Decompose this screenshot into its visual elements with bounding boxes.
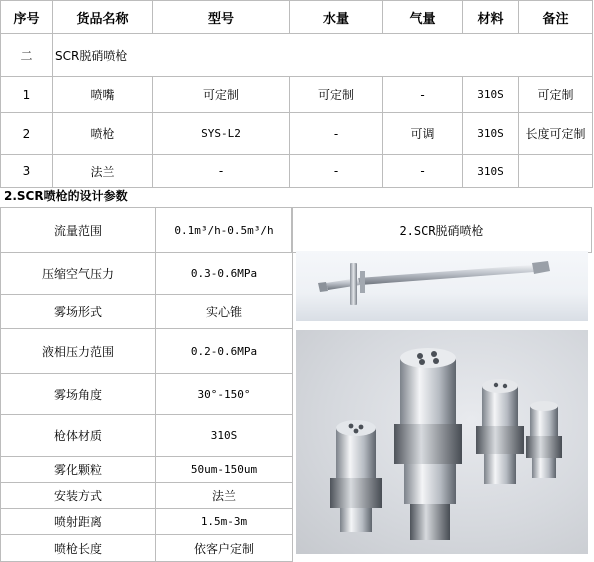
param-row bbox=[1, 374, 293, 415]
param-row bbox=[1, 208, 293, 253]
cell-material: 310S bbox=[463, 155, 519, 188]
param-value: 30°-150° bbox=[156, 374, 293, 415]
section-row bbox=[1, 34, 593, 77]
cell-model: SYS-L2 bbox=[153, 113, 290, 155]
param-label: 流量范围 bbox=[1, 208, 156, 253]
cell-name: 喷枪 bbox=[53, 113, 153, 155]
product-label: 2.SCR脱硝喷枪 bbox=[292, 208, 592, 253]
param-row bbox=[1, 535, 293, 562]
nozzles-drawing bbox=[296, 330, 588, 554]
param-row bbox=[1, 509, 293, 535]
param-label: 液相压力范围 bbox=[1, 329, 156, 374]
param-row bbox=[1, 329, 293, 374]
cell-no: 3 bbox=[1, 155, 53, 188]
cell-no: 1 bbox=[1, 77, 53, 113]
header-note: 备注 bbox=[519, 1, 593, 34]
section-title: 2.SCR喷枪的设计参数 bbox=[4, 189, 128, 203]
cell-water: - bbox=[290, 113, 383, 155]
param-value: 310S bbox=[156, 415, 293, 457]
table-row bbox=[1, 113, 593, 155]
table-row bbox=[1, 155, 593, 188]
product-label-table bbox=[291, 207, 592, 253]
param-label: 雾化颗粒 bbox=[1, 457, 156, 483]
param-value: 实心锥 bbox=[156, 295, 293, 329]
header-name: 货品名称 bbox=[53, 1, 153, 34]
header-material: 材料 bbox=[463, 1, 519, 34]
cell-model: - bbox=[153, 155, 290, 188]
header-no: 序号 bbox=[1, 1, 53, 34]
param-label: 喷枪长度 bbox=[1, 535, 156, 562]
cell-note bbox=[519, 155, 593, 188]
param-label: 喷射距离 bbox=[1, 509, 156, 535]
cell-material: 310S bbox=[463, 113, 519, 155]
cell-name: 法兰 bbox=[53, 155, 153, 188]
header-air: 气量 bbox=[383, 1, 463, 34]
lance-drawing bbox=[296, 251, 588, 321]
cell-air: - bbox=[383, 77, 463, 113]
spray-nozzles-photo bbox=[296, 330, 588, 554]
cell-water: - bbox=[290, 155, 383, 188]
param-value: 0.2-0.6MPa bbox=[156, 329, 293, 374]
cell-water: 可定制 bbox=[290, 77, 383, 113]
cell-note: 长度可定制 bbox=[519, 113, 593, 155]
cell-material: 310S bbox=[463, 77, 519, 113]
cell-name: 喷嘴 bbox=[53, 77, 153, 113]
cell-air: 可调 bbox=[383, 113, 463, 155]
cell-model: 可定制 bbox=[153, 77, 290, 113]
param-row bbox=[1, 457, 293, 483]
section-number: 二 bbox=[1, 34, 53, 77]
param-row bbox=[1, 253, 293, 295]
param-label: 压缩空气压力 bbox=[1, 253, 156, 295]
param-label: 枪体材质 bbox=[1, 415, 156, 457]
param-label: 安装方式 bbox=[1, 483, 156, 509]
param-label: 雾场形式 bbox=[1, 295, 156, 329]
params-table bbox=[0, 207, 293, 562]
param-value: 依客户定制 bbox=[156, 535, 293, 562]
param-row bbox=[1, 483, 293, 509]
header-water: 水量 bbox=[290, 1, 383, 34]
header-model: 型号 bbox=[153, 1, 290, 34]
table-header-row bbox=[1, 1, 593, 34]
param-value: 0.1m³/h-0.5m³/h bbox=[156, 208, 293, 253]
param-value: 50um-150um bbox=[156, 457, 293, 483]
table-row bbox=[1, 77, 593, 113]
cell-note: 可定制 bbox=[519, 77, 593, 113]
param-row bbox=[1, 415, 293, 457]
param-value: 1.5m-3m bbox=[156, 509, 293, 535]
cell-air: - bbox=[383, 155, 463, 188]
scr-lance-photo bbox=[296, 251, 588, 321]
cell-no: 2 bbox=[1, 113, 53, 155]
param-value: 0.3-0.6MPa bbox=[156, 253, 293, 295]
product-table bbox=[0, 0, 593, 188]
param-value: 法兰 bbox=[156, 483, 293, 509]
section-name: SCR脱硝喷枪 bbox=[53, 34, 593, 77]
param-label: 雾场角度 bbox=[1, 374, 156, 415]
param-row bbox=[1, 295, 293, 329]
